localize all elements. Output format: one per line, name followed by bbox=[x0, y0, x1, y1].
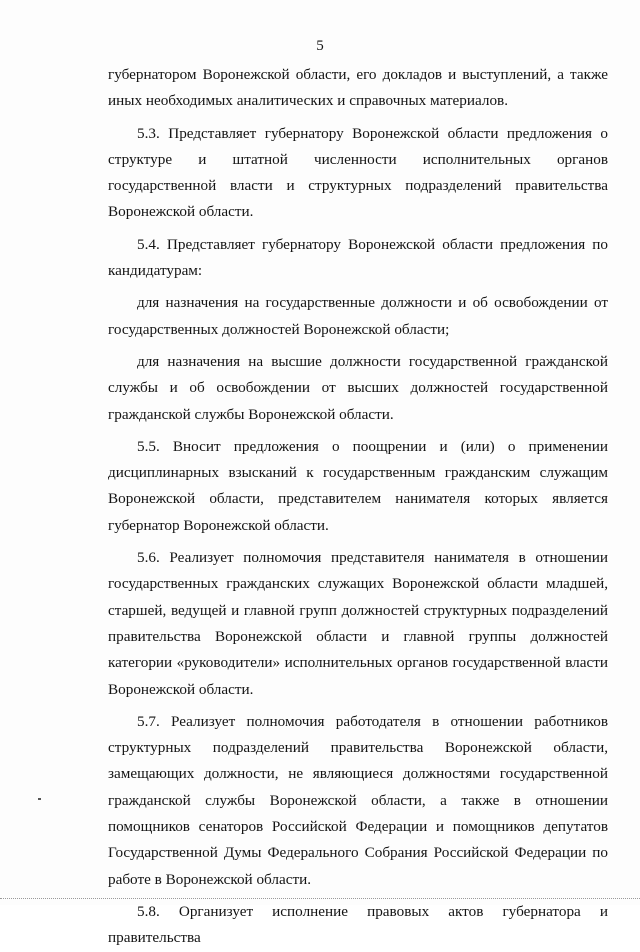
document-body bbox=[108, 62, 608, 952]
paragraph-5-4-item-2: для назначения на высшие должности государственной гражданской службы и об освобождении от высших должностей государственной гражданской службы Воронежской области. bbox=[108, 352, 608, 423]
paragraph-5-4: 5.4. Представляет губернатору Воронежской области предложения по кандидатурам: bbox=[108, 235, 608, 280]
paragraph-5-7: 5.7. Реализует полномочия работодателя в отношении работников структурных подразделений правительства Воронежской области, замещающих должности, не являющиеся должностями государственной гражданской службы Воронежской области, а также в отношении помощников сенаторов Российской Федерации и помощников депутатов Государственной Думы Федерального Собрания Российской Федерации по работе в Воронежской области. bbox=[108, 712, 608, 888]
scan-bottom-edge bbox=[0, 898, 640, 900]
scan-mark bbox=[38, 798, 41, 800]
paragraph-5-8: 5.8. Организует исполнение правовых актов губернатора и правительства bbox=[108, 902, 608, 947]
paragraph-5-3: 5.3. Представляет губернатору Воронежской области предложения о структуре и штатной численности исполнительных органов государственной власти и структурных подразделений правительства Воронежской области. bbox=[108, 124, 608, 221]
page-number: 5 bbox=[316, 38, 324, 54]
paragraph-continuation: губернатором Воронежской области, его докладов и выступлений, а также иных необходимых аналитических и справочных материалов. bbox=[108, 66, 608, 110]
paragraph-5-4-item-1: для назначения на государственные должности и об освобождении от государственных должностей Воронежской области; bbox=[108, 294, 608, 338]
paragraph-5-6: 5.6. Реализует полномочия представителя нанимателя в отношении государственных гражданских служащих Воронежской области младшей, старшей, ведущей и главной групп должностей структурных подразделений правительства Воронежской области и главной группы должностей категории «руководители» исполнительных органов государственной власти Воронежской области. bbox=[108, 549, 608, 698]
paragraph-5-5: 5.5. Вносит предложения о поощрении и (или) о применении дисциплинарных взысканий к государственным гражданским служащим Воронежской области, представителем нанимателя которых является губернатор Воронежской области. bbox=[108, 437, 608, 534]
